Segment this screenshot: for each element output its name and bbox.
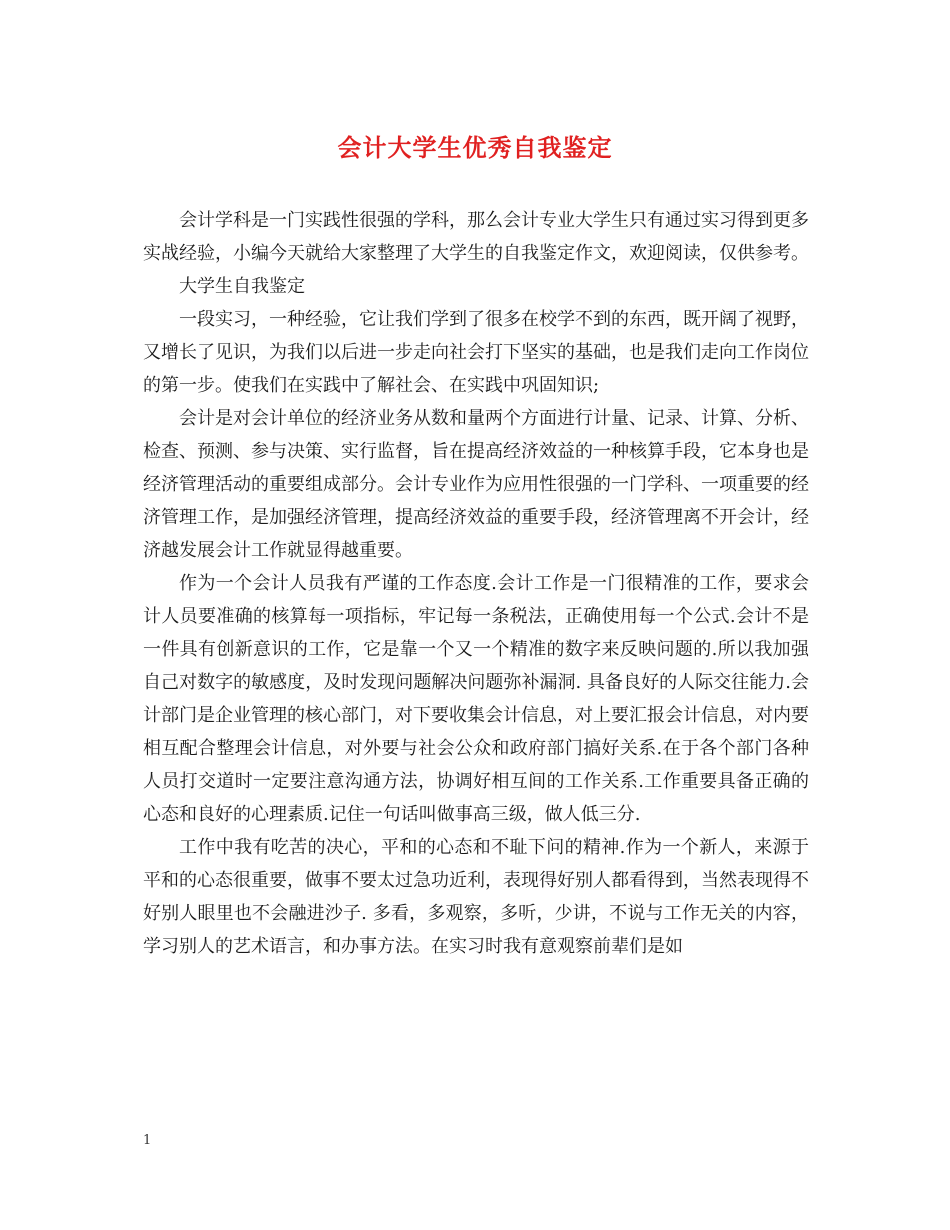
paragraph: 作为一个会计人员我有严谨的工作态度.会计工作是一门很精准的工作，要求会计人员要准确的核算每一项指标，牢记每一条税法，正确使用每一个公式.会计不是一件具有创新意识的工作，它是靠一个又一个精准的数字来反映问题的.所以我加强自己对数字的敏感度，及时发现问题解决问题弥补漏洞. 具备良好的人际交往能力.会计部门是企业管理的核心部门，对下要收集会计信息，对上要汇报会计信息，对内要相互配合整理会计信息，对外要与社会公众和政府部门搞好关系.在于各个部门各种人员打交道时一定要注意沟通方法，协调好相互间的工作关系.工作重要具备正确的心态和良好的心理素质.记住一句话叫做事高三级，做人低三分. bbox=[143, 573, 809, 825]
paragraph: 工作中我有吃苦的决心，平和的心态和不耻下问的精神.作为一个新人，来源于 平和的心态很重要，做事不要太过急功近利，表现得好别人都看得到，当然表现得不好别人眼里也不会融进沙子. 多看，多观察，多听，少讲，不说与工作无关的内容，学习别人的艺术语言，和办事方法。在实习时我有意观察前辈们是如 bbox=[143, 837, 809, 957]
section-heading: 大学生自我鉴定 bbox=[179, 276, 305, 297]
paragraph: 会计是对会计单位的经济业务从数和量两个方面进行计量、记录、计算、分析、检查、预测、参与决策、实行监督，旨在提高经济效益的一种核算手段，它本身也是经济管理活动的重要组成部分。会计专业作为应用性很强的一门学科、一项重要的经济管理工作，是加强经济管理，提高经济效益的重要手段，经济管理离不开会计，经济越发展会计工作就显得越重要。 bbox=[143, 408, 809, 561]
paragraph-intro: 会计学科是一门实践性很强的学科，那么会计专业大学生只有通过实习得到更多实战经验，小编今天就给大家整理了大学生的自我鉴定作文，欢迎阅读，仅供参考。 bbox=[143, 210, 809, 264]
paragraph: 一段实习，一种经验，它让我们学到了很多在校学不到的东西，既开阔了视野，又增长了见识，为我们以后进一步走向社会打下坚实的基础，也是我们走向工作岗位的第一步。使我们在实践中了解社会、在实践中巩固知识; bbox=[143, 309, 809, 396]
page-number: 1 bbox=[143, 1133, 152, 1148]
document-body bbox=[143, 204, 809, 963]
document-title: 会计大学生优秀自我鉴定 bbox=[337, 133, 613, 162]
